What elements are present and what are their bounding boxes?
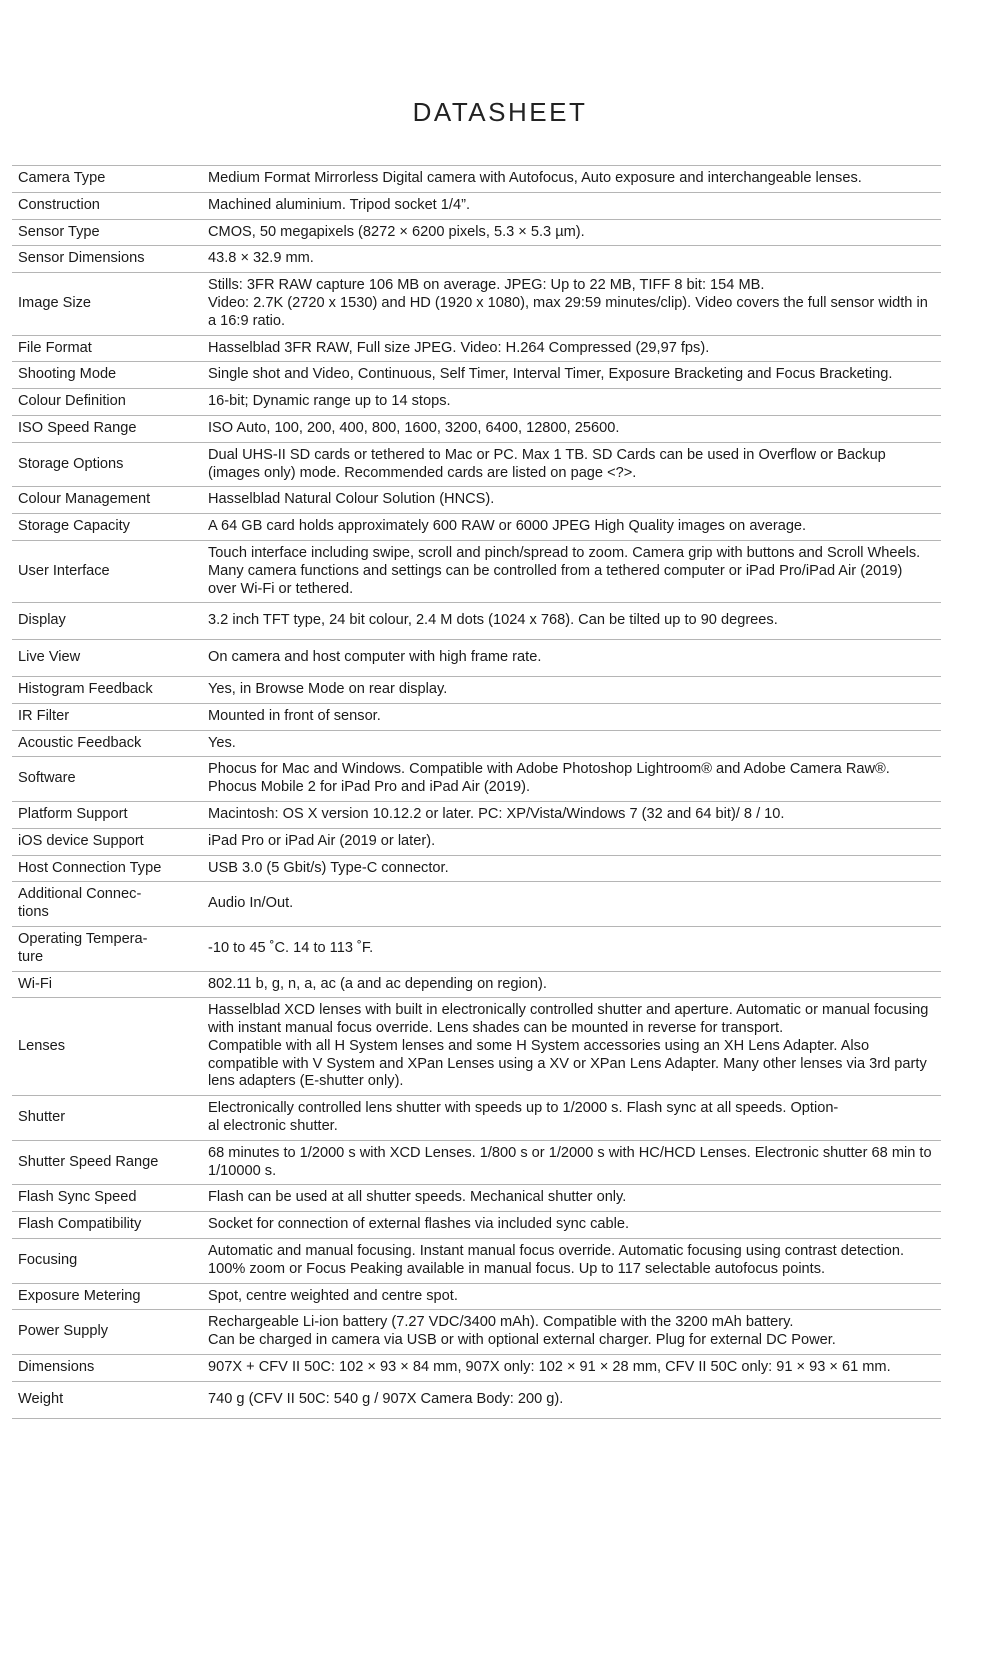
spec-label: Storage Options	[12, 442, 202, 487]
spec-row	[12, 855, 941, 882]
spec-value: ISO Auto, 100, 200, 400, 800, 1600, 3200, 6400, 12800, 25600.	[202, 415, 941, 442]
spec-row	[12, 801, 941, 828]
spec-label: Colour Management	[12, 487, 202, 514]
spec-label: Operating Tempera- ture	[12, 926, 202, 971]
spec-value: Hasselblad 3FR RAW, Full size JPEG. Video: H.264 Compressed (29,97 fps).	[202, 335, 941, 362]
spec-value: -10 to 45 ˚C. 14 to 113 ˚F.	[202, 926, 941, 971]
spec-row	[12, 1310, 941, 1355]
spec-label: Weight	[12, 1381, 202, 1418]
spec-label: ISO Speed Range	[12, 415, 202, 442]
spec-label: Host Connection Type	[12, 855, 202, 882]
page-title: DATASHEET	[412, 97, 588, 127]
spec-value: 802.11 b, g, n, a, ac (a and ac depending on region).	[202, 971, 941, 998]
spec-label: Wi-Fi	[12, 971, 202, 998]
spec-label: Histogram Feedback	[12, 676, 202, 703]
spec-row	[12, 998, 941, 1096]
spec-label: IR Filter	[12, 703, 202, 730]
spec-label: Shutter Speed Range	[12, 1140, 202, 1185]
spec-row	[12, 487, 941, 514]
spec-value: Macintosh: OS X version 10.12.2 or later. PC: XP/Vista/Windows 7 (32 and 64 bit)/ 8 / 10.	[202, 801, 941, 828]
spec-row	[12, 828, 941, 855]
spec-row	[12, 442, 941, 487]
spec-value: Medium Format Mirrorless Digital camera with Autofocus, Auto exposure and interchangeable lenses.	[202, 166, 941, 193]
spec-table	[12, 165, 941, 1419]
spec-row	[12, 166, 941, 193]
spec-value: On camera and host computer with high frame rate.	[202, 640, 941, 677]
spec-label: Camera Type	[12, 166, 202, 193]
spec-label: Exposure Metering	[12, 1283, 202, 1310]
spec-value: A 64 GB card holds approximately 600 RAW or 6000 JPEG High Quality images on average.	[202, 514, 941, 541]
spec-row	[12, 1140, 941, 1185]
spec-value: 3.2 inch TFT type, 24 bit colour, 2.4 M dots (1024 x 768). Can be tilted up to 90 degrees.	[202, 603, 941, 640]
spec-row	[12, 640, 941, 677]
spec-label: Storage Capacity	[12, 514, 202, 541]
spec-label: File Format	[12, 335, 202, 362]
spec-label: iOS device Support	[12, 828, 202, 855]
spec-label: Acoustic Feedback	[12, 730, 202, 757]
spec-value: CMOS, 50 megapixels (8272 × 6200 pixels, 5.3 × 5.3 µm).	[202, 219, 941, 246]
spec-row	[12, 730, 941, 757]
spec-value: 740 g (CFV II 50C: 540 g / 907X Camera Body: 200 g).	[202, 1381, 941, 1418]
spec-label: Construction	[12, 192, 202, 219]
spec-value: Dual UHS-II SD cards or tethered to Mac or PC. Max 1 TB. SD Cards can be used in Overflow or Backup (images only) mode. Recommended cards are listed on page <?>.	[202, 442, 941, 487]
spec-label: Focusing	[12, 1239, 202, 1284]
spec-value: 16-bit; Dynamic range up to 14 stops.	[202, 389, 941, 416]
spec-value: Touch interface including swipe, scroll and pinch/spread to zoom. Camera grip with buttons and Scroll Wheels. Many camera functions and settings can be controlled from a tethered computer or iPad Pro/iPad Air (2019) over Wi-Fi or tethered.	[202, 540, 941, 602]
spec-row	[12, 1212, 941, 1239]
spec-label: Sensor Dimensions	[12, 246, 202, 273]
spec-row	[12, 273, 941, 335]
spec-row	[12, 882, 941, 927]
spec-value: Socket for connection of external flashes via included sync cable.	[202, 1212, 941, 1239]
spec-label: Shutter	[12, 1096, 202, 1141]
spec-label: Live View	[12, 640, 202, 677]
spec-value: Spot, centre weighted and centre spot.	[202, 1283, 941, 1310]
spec-value: Audio In/Out.	[202, 882, 941, 927]
spec-label: Flash Sync Speed	[12, 1185, 202, 1212]
spec-row	[12, 362, 941, 389]
spec-value: Hasselblad Natural Colour Solution (HNCS).	[202, 487, 941, 514]
spec-label: Image Size	[12, 273, 202, 335]
spec-row	[12, 246, 941, 273]
spec-row	[12, 1381, 941, 1418]
spec-value: Hasselblad XCD lenses with built in electronically controlled shutter and aperture. Automatic or manual focusing with instant manual focus override. Lens shades can be mounted in reverse for transport. Compatible with all H System lenses and some H System accessories using an XH Lens Adapter. Also compatible with V System and XPan Lenses using a XV or XPan Lens Adapter. Many other lenses via 3rd party lens adapters (E-shutter only).	[202, 998, 941, 1096]
spec-row	[12, 971, 941, 998]
spec-value: iPad Pro or iPad Air (2019 or later).	[202, 828, 941, 855]
spec-row	[12, 757, 941, 802]
spec-row	[12, 514, 941, 541]
spec-label: Shooting Mode	[12, 362, 202, 389]
spec-value: Stills: 3FR RAW capture 106 MB on average. JPEG: Up to 22 MB, TIFF 8 bit: 154 MB. Video: 2.7K (2720 x 1530) and HD (1920 x 1080), max 29:59 minutes/clip). Video covers the full sensor width in a 16:9 ratio.	[202, 273, 941, 335]
spec-label: Sensor Type	[12, 219, 202, 246]
spec-value: Yes, in Browse Mode on rear display.	[202, 676, 941, 703]
spec-label: Display	[12, 603, 202, 640]
spec-value: Electronically controlled lens shutter with speeds up to 1/2000 s. Flash sync at all speeds. Option- al electronic shutter.	[202, 1096, 941, 1141]
spec-row	[12, 192, 941, 219]
spec-row	[12, 676, 941, 703]
spec-value: 43.8 × 32.9 mm.	[202, 246, 941, 273]
spec-label: Lenses	[12, 998, 202, 1096]
spec-row	[12, 389, 941, 416]
spec-value: Phocus for Mac and Windows. Compatible with Adobe Photoshop Lightroom® and Adobe Camera Raw®. Phocus Mobile 2 for iPad Pro and iPad Air (2019).	[202, 757, 941, 802]
spec-table-body	[12, 166, 941, 1419]
spec-row	[12, 1185, 941, 1212]
spec-value: 907X + CFV II 50C: 102 × 93 × 84 mm, 907X only: 102 × 91 × 28 mm, CFV II 50C only: 91 × 93 × 61 mm.	[202, 1355, 941, 1382]
spec-row	[12, 703, 941, 730]
spec-row	[12, 415, 941, 442]
spec-row	[12, 540, 941, 602]
spec-value: USB 3.0 (5 Gbit/s) Type-C connector.	[202, 855, 941, 882]
spec-row	[12, 1283, 941, 1310]
spec-label: Additional Connec- tions	[12, 882, 202, 927]
spec-label: Software	[12, 757, 202, 802]
spec-value: Flash can be used at all shutter speeds. Mechanical shutter only.	[202, 1185, 941, 1212]
spec-value: Automatic and manual focusing. Instant manual focus override. Automatic focusing using contrast detection. 100% zoom or Focus Peaking available in manual focus. Up to 117 selectable autofocus points.	[202, 1239, 941, 1284]
spec-label: Colour Definition	[12, 389, 202, 416]
spec-row	[12, 335, 941, 362]
spec-value: Machined aluminium. Tripod socket 1/4”.	[202, 192, 941, 219]
spec-row	[12, 926, 941, 971]
spec-row	[12, 1355, 941, 1382]
spec-label: Platform Support	[12, 801, 202, 828]
spec-value: 68 minutes to 1/2000 s with XCD Lenses. 1/800 s or 1/2000 s with HC/HCD Lenses. Electronic shutter 68 min to 1/10000 s.	[202, 1140, 941, 1185]
spec-value: Yes.	[202, 730, 941, 757]
spec-label: Flash Compatibility	[12, 1212, 202, 1239]
spec-label: Power Supply	[12, 1310, 202, 1355]
spec-value: Mounted in front of sensor.	[202, 703, 941, 730]
spec-label: Dimensions	[12, 1355, 202, 1382]
spec-value: Rechargeable Li-ion battery (7.27 VDC/3400 mAh). Compatible with the 3200 mAh battery. Can be charged in camera via USB or with optional external charger. Plug for external DC Power.	[202, 1310, 941, 1355]
spec-row	[12, 1239, 941, 1284]
spec-row	[12, 219, 941, 246]
spec-row	[12, 1096, 941, 1141]
spec-row	[12, 603, 941, 640]
spec-label: User Interface	[12, 540, 202, 602]
spec-value: Single shot and Video, Continuous, Self Timer, Interval Timer, Exposure Bracketing and Focus Bracketing.	[202, 362, 941, 389]
